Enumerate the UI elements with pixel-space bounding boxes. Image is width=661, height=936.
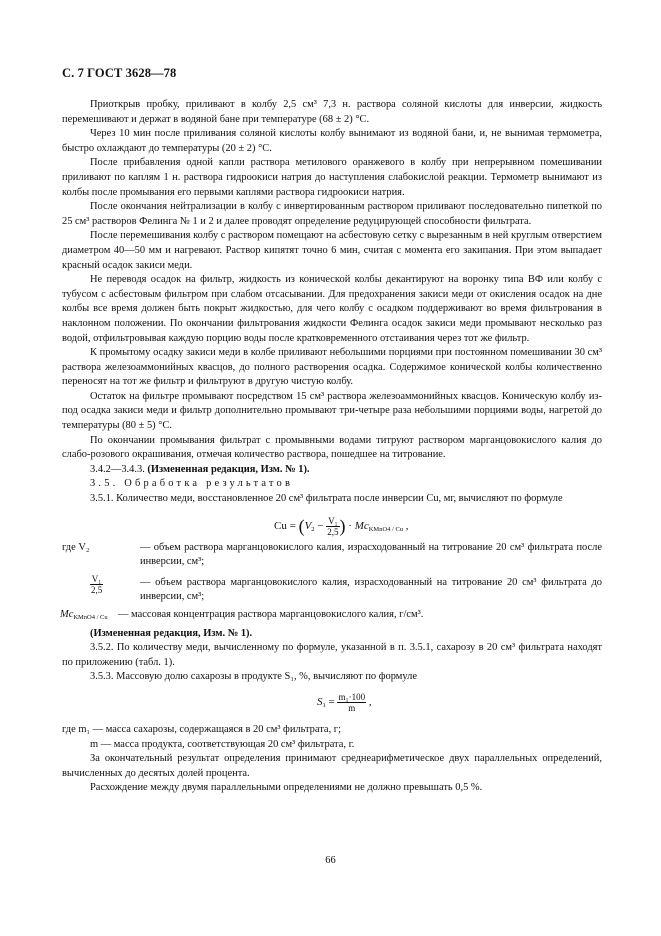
variable-definition: где m₁ — масса сахарозы, содержащаяся в 20 см³ фильтрата, г; (62, 723, 341, 735)
formula-lhs: S (317, 696, 323, 708)
fraction (326, 516, 339, 537)
formula-v2: V (304, 519, 312, 532)
formula-tail: , (405, 519, 409, 532)
paragraph: Остаток на фильтре промывают посредством 15 см³ раствора железоаммонийных квасцов. Коническую колбу из-под осадка закиси меди и фильтр дополнительно промывают три-четыре раза небольшими порциями воды, нагретой до температуры (80 ± 5) °С. (62, 390, 602, 432)
fraction-denominator: 2,5 (91, 584, 103, 595)
paragraph: За окончательный результат определения принимают среднеарифметическое двух параллельных определений, вычисленных до десятых долей процента. (62, 753, 602, 779)
amendment-line (62, 463, 602, 478)
variable-definition (62, 574, 602, 605)
document-body (62, 98, 602, 796)
amendment-line (62, 627, 602, 642)
paragraph: 3.5.3. Массовую долю сахарозы в продукте S₁, %, вычисляют по формуле (90, 671, 417, 683)
section-range: 3.4.2—3.4.3. (90, 463, 145, 475)
amendment-note: (Измененная редакция, Изм. № 1). (147, 463, 310, 475)
paragraph: После прибавления одной капли раствора метилового оранжевого в колбу при непрерывном помешивании приливают по каплям 1 н. раствора гидроокиси натрия до наступления слабокислой реакции. Термометр вынимают из колбы после промывания его первыми каплями раствора гидроокиси натрия. (62, 157, 602, 198)
fraction-numerator: V₁ (328, 515, 338, 526)
definition-text: — объем раствора марганцовокислого калия, израсходованный на титрование 20 см³ фильтрата до инверсии, см³; (140, 576, 602, 603)
variable-definition: m — масса продукта, соответствующая 20 см³ фильтрата, г. (90, 738, 355, 750)
definition-text: — объем раствора марганцовокислого калия, израсходованный на титрование 20 см³ фильтрата после инверсии, см³; (140, 541, 602, 568)
formula-mc-sub: KMnO4 / Cu (73, 614, 108, 621)
paragraph: 3.5.2. По количеству меди, вычисленному по формуле, указанной в п. 3.5.1, сахарозу в 20 см³ фильтрата находят по приложению (табл. 1). (62, 642, 602, 668)
paragraph: После перемешивания колбу с раствором помещают на асбестовую сетку с вырезанным в ней круглым отверстием диаметром 40—50 мм и нагревают. Раствор кипятят точно 6 мин, считая с момента его закипания. При этом выпадает красный осадок закиси меди. (62, 230, 602, 271)
definition-text: — массовая концентрация раствора марганцовокислого калия, г/см³. (118, 609, 424, 620)
formula-mc: Mc (60, 609, 74, 620)
copper-formula: $Cu = (V_2$ − $\frac{\text{V₁}}{2,5}$ ) · $Mc_{KMnO4 / Cu}$ , (274, 515, 409, 537)
fraction (90, 574, 103, 595)
page-number: 66 (325, 855, 336, 866)
page-header: С. 7 ГОСТ 3628—78 (62, 66, 177, 80)
fraction-denominator: m (348, 702, 356, 713)
formula-mc: Mc (354, 519, 369, 532)
amendment-note: (Измененная редакция, Изм. № 1). (90, 627, 253, 639)
fraction-denominator: 2,5 (327, 526, 339, 537)
sucrose-formula: $S_1$ = $\frac{\text{m₁·100}}{m}$ , (317, 691, 372, 713)
paragraph: Не переводя осадок на фильтр, жидкость из конической колбы декантируют на воронку типа ВФ или колбу с тубусом с асбестовым фильтром при слабом отсасывании. Для предохранения закиси меди от окисления осадок на дне колбы все время должен быть покрыт жидкостью, для чего колбу с осадком поддерживают во время фильтрования в наклонном положении. По окончании фильтрования жидкости Фелинга осадок закиси меди промывают несколько раз водой, отфильтровывая каждую порцию воды после кратковременного отстаивания через тот же фильтр. (62, 274, 602, 344)
fraction (337, 692, 366, 713)
fraction-numerator: m₁·100 (338, 691, 366, 702)
paragraph: К промытому осадку закиси меди в колбе приливают небольшими порциями при постоянном помешивании 30 см³ раствора железоаммонийных квасцов, до полного растворения осадка. Содержимое конической колбы количественно переносят на тот же фильтр и фильтруют в другую чистую колбу. (62, 347, 602, 388)
paragraph: Приоткрыв пробку, приливают в колбу 2,5 см³ 7,3 н. раствора соляной кислоты для инверсии, жидкость перемешивают и держат в водяной бане при температуре (68 ± 2) °С. (62, 99, 602, 125)
formula-lhs-sub: 1 (322, 702, 326, 709)
formula-tail: , (368, 696, 372, 708)
paragraph: Через 10 мин после приливания соляной кислоты колбу вынимают из водяной бани, и, не вынимая термометра, быстро охлаждают до температуры (20 ± 2) °С. (62, 128, 602, 154)
definition-label: где V₂ (62, 541, 90, 553)
fraction-numerator: V₁ (91, 573, 102, 584)
paragraph: 3.5.1. Количество меди, восстановленное 20 см³ фильтрата после инверсии Cu, мг, вычисляют по формуле (90, 493, 563, 505)
formula-mc-sub: KMnO4 / Cu (368, 525, 404, 533)
paragraph: По окончании промывания фильтрат с промывными водами титруют раствором марганцовокислого калия до слабо-розового окрашивания, отмечая количество раствора, пошедшее на титрование. (62, 434, 602, 461)
variable-definition (62, 541, 602, 570)
definition-label (60, 608, 132, 623)
definition-label (90, 574, 162, 595)
formula-v2-sub: 2 (311, 525, 315, 533)
section-heading: 3.5. Обработка результатов (90, 478, 294, 490)
paragraph: После окончания нейтрализации в колбу с инвертированным раствором приливают последовательно пипеткой по 25 см³ растворов Фелинга № 1 и 2 и далее проводят определение редуцирующей способности фильтрата. (62, 201, 602, 227)
formula-lhs: Cu (274, 519, 287, 532)
paragraph: Расхождение между двумя параллельными определениями не должно превышать 0,5 %. (90, 782, 483, 794)
variable-definition (62, 608, 602, 623)
